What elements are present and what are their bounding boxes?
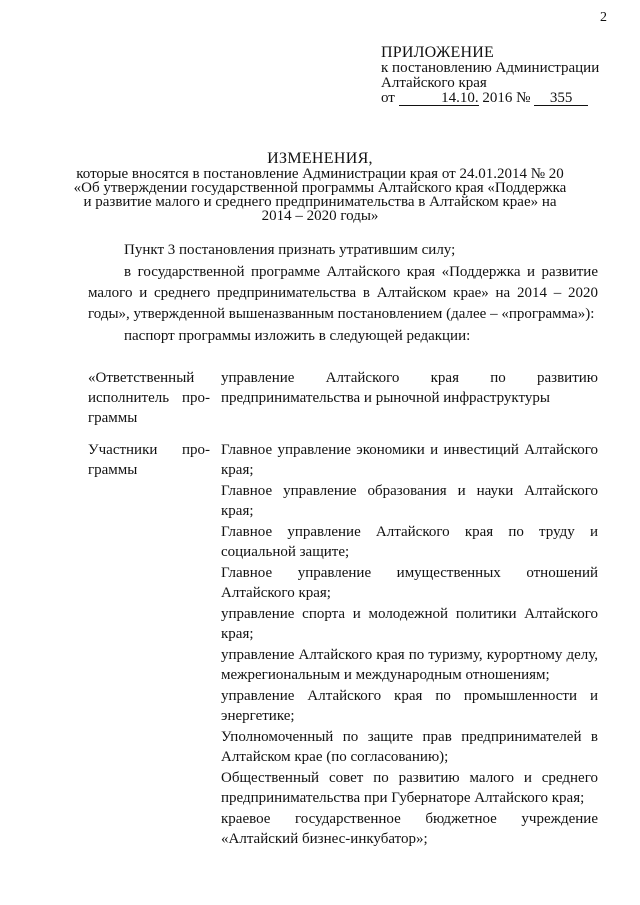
appendix-title: ПРИЛОЖЕНИЕ — [381, 44, 495, 61]
participant-item: управление Алтайского края по туризму, курортному делу, межрегиональным и международным отношениям; — [221, 647, 598, 683]
label-line: граммы — [88, 410, 138, 426]
paragraph-2: в государственной программе Алтайского края «Поддержка и развитие малого и среднего предпринимательства в Алтайском крае» на 2014 – 2020 годы», утвержденной вышеназванным постановлением (далее – «программа»): — [88, 264, 598, 322]
paragraph-3: паспорт программы изложить в следующей редакции: — [124, 328, 471, 344]
participant-item: Общественный совет по развитию малого и среднего предпринимательства при Губернаторе Алтайского края; — [221, 770, 598, 806]
label-line: Участники про- — [88, 442, 210, 458]
label-line: «Ответственный — [88, 370, 195, 386]
heading-line: «Об утверждении государственной программы Алтайского края «Поддержка — [73, 180, 567, 196]
participant-item: Главное управление Алтайского края по труду и социальной защите; — [221, 524, 598, 560]
heading-line: и развитие малого и среднего предпринимательства в Алтайском крае» на — [83, 194, 557, 210]
appendix-line-1: к постановлению Администрации — [381, 60, 600, 76]
label-line: граммы — [88, 462, 138, 478]
responsible-label — [88, 368, 210, 428]
participants-list — [221, 440, 598, 850]
page-number: 2 — [600, 10, 607, 25]
participant-item: Уполномоченный по защите прав предпринимателей в Алтайском крае (по согласованию); — [221, 729, 598, 765]
decree-year: 2016 — [482, 90, 513, 106]
document-heading — [60, 150, 580, 223]
heading-line: 2014 – 2020 годы» — [261, 208, 379, 224]
appendix-line-2: Алтайского края — [381, 75, 487, 91]
number-label: № — [516, 90, 531, 106]
participant-item: управление Алтайского края по промышленности и энергетике; — [221, 688, 598, 724]
body-text — [88, 240, 598, 347]
participant-item: Главное управление имущественных отношений Алтайского края; — [221, 565, 598, 601]
participant-item: краевое государственное бюджетное учреждение «Алтайский бизнес-инкубатор»; — [221, 811, 598, 847]
heading-line: которые вносятся в постановление Администрации края от 24.01.2014 № 20 — [76, 166, 564, 182]
appendix-date-line — [381, 91, 631, 106]
label-line: исполнитель про- — [88, 390, 210, 406]
heading-title: ИЗМЕНЕНИЯ, — [267, 150, 373, 167]
paragraph-1: Пункт 3 постановления признать утратившим силу; — [124, 242, 456, 258]
participant-item: Главное управление экономики и инвестиций Алтайского края; — [221, 442, 598, 478]
from-label: от — [381, 90, 395, 106]
passport-row-participants — [88, 440, 598, 847]
participant-item: управление спорта и молодежной политики Алтайского края; — [221, 606, 598, 642]
decree-number: 355 — [534, 92, 588, 106]
passport-row-responsible — [88, 368, 598, 430]
participants-label — [88, 440, 210, 480]
appendix-block — [381, 44, 631, 106]
participant-item: Главное управление образования и науки Алтайского края; — [221, 483, 598, 519]
responsible-value: управление Алтайского края по развитию предпринимательства и рыночной инфраструктуры — [221, 370, 598, 406]
decree-date: 14.10. — [399, 92, 479, 106]
